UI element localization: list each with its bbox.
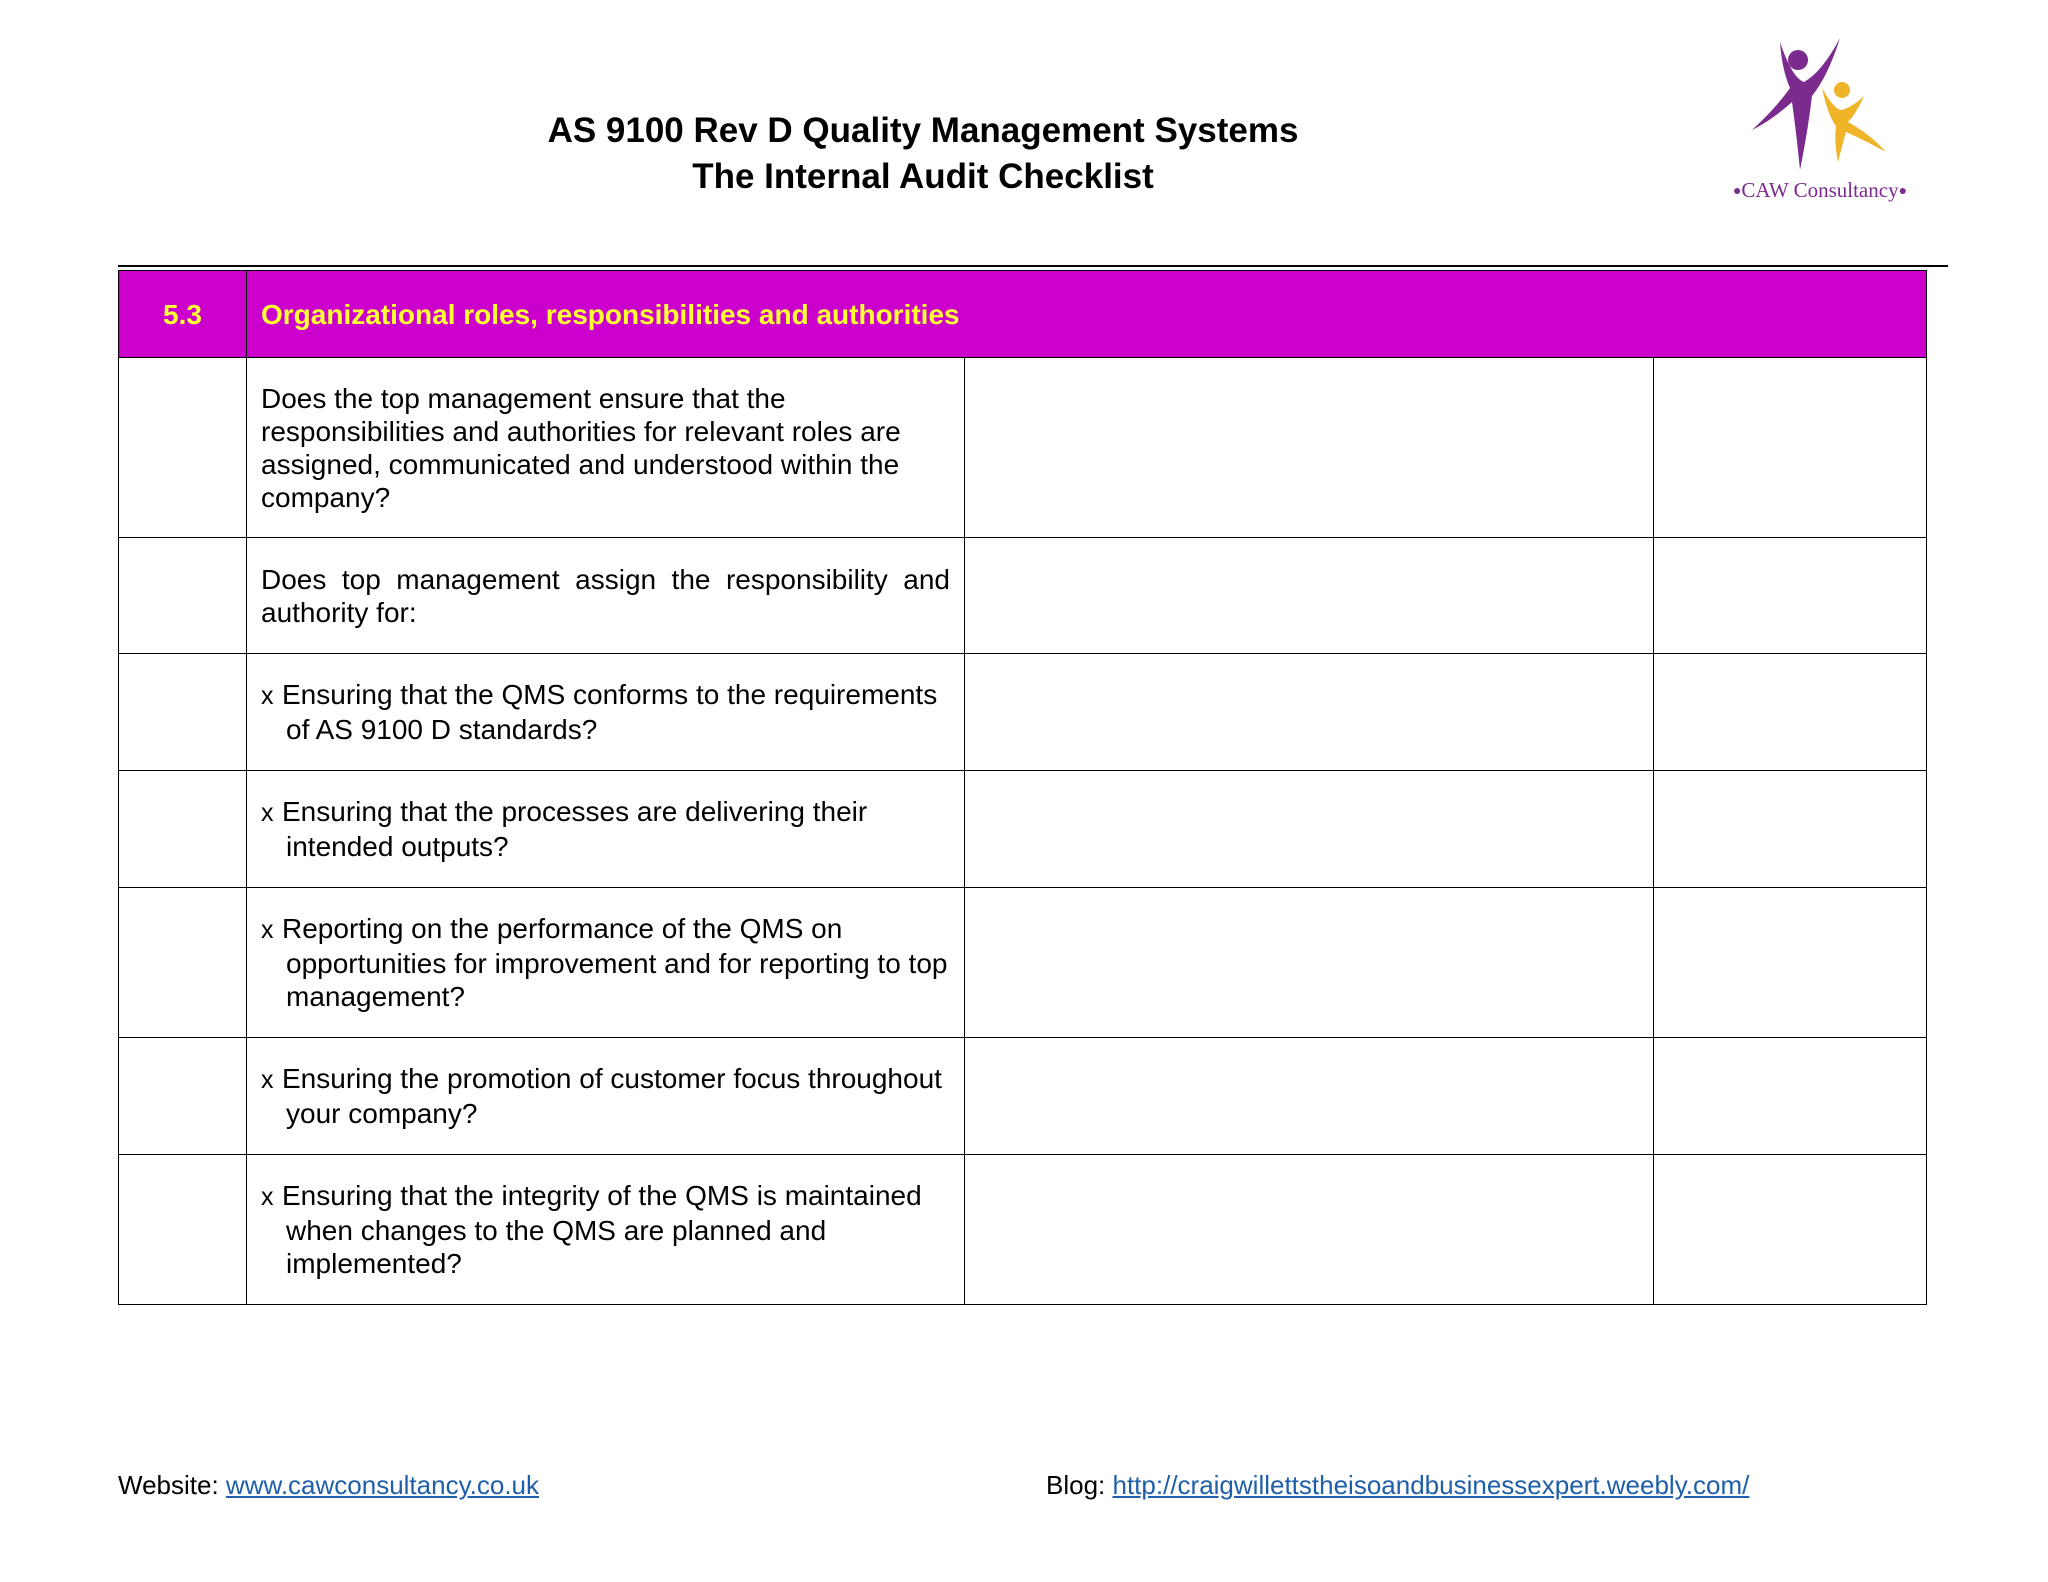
row-number-cell	[119, 1155, 247, 1305]
evidence-cell[interactable]	[965, 538, 1654, 654]
status-cell[interactable]	[1654, 1155, 1927, 1305]
status-cell[interactable]	[1654, 771, 1927, 888]
table-row	[119, 888, 1927, 1038]
table-row	[119, 1155, 1927, 1305]
question-cell	[247, 1038, 965, 1155]
status-cell[interactable]	[1654, 1038, 1927, 1155]
question-cell	[247, 1155, 965, 1305]
question-text: Ensuring that the processes are delivering their intended outputs?	[282, 796, 868, 862]
bullet-item	[261, 1179, 950, 1280]
blog-label: Blog:	[1046, 1470, 1106, 1500]
section-header-row	[119, 271, 1927, 358]
evidence-cell[interactable]	[965, 1038, 1654, 1155]
title-line-2: The Internal Audit Checklist	[692, 157, 1154, 196]
table-row	[119, 1038, 1927, 1155]
status-cell[interactable]	[1654, 538, 1927, 654]
table-row	[119, 358, 1927, 538]
header-divider	[118, 265, 1948, 267]
table-row	[119, 771, 1927, 888]
question-text: Ensuring the promotion of customer focus throughout your company?	[282, 1063, 942, 1129]
row-number-cell	[119, 888, 247, 1038]
bullet-marker: x	[261, 916, 274, 944]
bullet-item	[261, 912, 950, 1013]
bullet-marker: x	[261, 1066, 274, 1094]
question-text: Ensuring that the QMS conforms to the requirements of AS 9100 D standards?	[282, 679, 938, 745]
caw-consultancy-logo	[1700, 30, 1940, 210]
logo-text: ●CAW Consultancy●	[1732, 178, 1908, 202]
question-text: Reporting on the performance of the QMS on opportunities for improvement and for reporting to top management?	[282, 913, 948, 1012]
audit-checklist-table	[118, 270, 1927, 1305]
question-cell	[247, 358, 965, 538]
status-cell[interactable]	[1654, 888, 1927, 1038]
row-number-cell	[119, 771, 247, 888]
evidence-cell[interactable]	[965, 1155, 1654, 1305]
evidence-cell[interactable]	[965, 358, 1654, 538]
section-number: 5.3	[119, 271, 247, 358]
section-title: Organizational roles, responsibilities and authorities	[247, 271, 1927, 358]
question-cell	[247, 888, 965, 1038]
row-number-cell	[119, 654, 247, 771]
bullet-item	[261, 1062, 950, 1130]
logo-figures-icon	[1700, 30, 1940, 180]
row-number-cell	[119, 1038, 247, 1155]
bullet-marker: x	[261, 682, 274, 710]
row-number-cell	[119, 358, 247, 538]
evidence-cell[interactable]	[965, 888, 1654, 1038]
question-cell	[247, 654, 965, 771]
blog-link[interactable]: http://craigwillettstheisoandbusinessexpert.weebly.com/	[1112, 1470, 1750, 1500]
bullet-item	[261, 678, 950, 746]
row-number-cell	[119, 538, 247, 654]
status-cell[interactable]	[1654, 358, 1927, 538]
question-cell	[247, 538, 965, 654]
footer-website	[118, 1470, 539, 1501]
website-label: Website:	[118, 1470, 219, 1500]
bullet-item	[261, 795, 950, 863]
table-row	[119, 538, 1927, 654]
status-cell[interactable]	[1654, 654, 1927, 771]
website-link[interactable]: www.cawconsultancy.co.uk	[225, 1470, 540, 1500]
table-row	[119, 654, 1927, 771]
bullet-marker: x	[261, 1183, 274, 1211]
question-text: Does the top management ensure that the responsibilities and authorities for relevant roles are assigned, communicated and understood within the company?	[261, 382, 901, 513]
bullet-marker: x	[261, 799, 274, 827]
question-cell	[247, 771, 965, 888]
question-text: Does top management assign the responsibility and authority for:	[261, 563, 950, 628]
evidence-cell[interactable]	[965, 654, 1654, 771]
evidence-cell[interactable]	[965, 771, 1654, 888]
document-title	[0, 108, 1846, 200]
question-text: Ensuring that the integrity of the QMS is maintained when changes to the QMS are planned and implemented?	[282, 1180, 922, 1279]
footer-blog	[1046, 1470, 1749, 1501]
title-line-1: AS 9100 Rev D Quality Management Systems	[547, 111, 1299, 150]
